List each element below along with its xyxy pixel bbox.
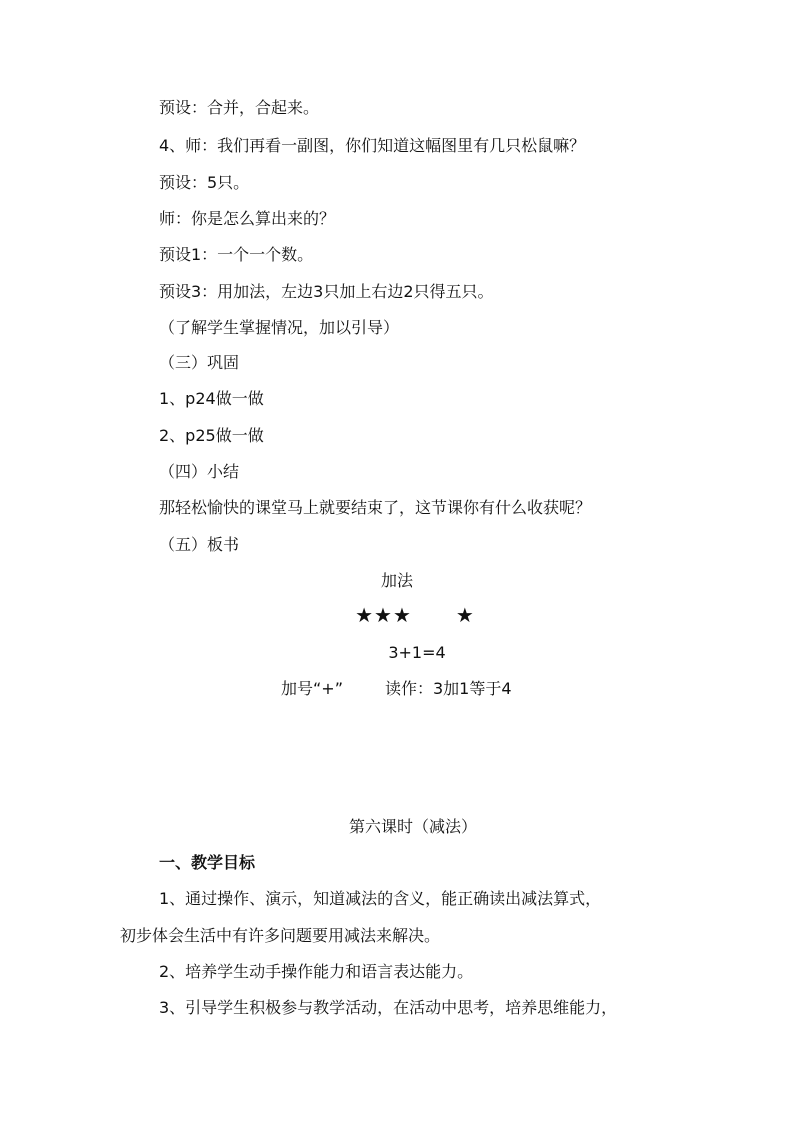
section-summary: （四）小结 xyxy=(159,462,240,481)
text-line-12: 那轻松愉快的课堂马上就要结束了，这节课你有什么收获呢？ xyxy=(159,498,592,517)
board-equation: 3+1=4 xyxy=(388,643,446,662)
text-line-4: 师：你是怎么算出来的？ xyxy=(159,209,336,228)
objective-2: 2、培养学生动手操作能力和语言表达能力。 xyxy=(159,962,474,981)
star-icon-group-left: ★★★ xyxy=(355,603,412,627)
text-line-2: 4、师：我们再看一副图，你们知道这幅图里有几只松鼠嘛？ xyxy=(159,136,586,155)
plus-sign-label: 加号“+” xyxy=(281,679,343,698)
objective-3: 3、引导学生积极参与教学活动，在活动中思考，培养思维能力， xyxy=(159,998,618,1017)
objectives-heading: 一、教学目标 xyxy=(159,853,256,872)
board-title: 加法 xyxy=(380,571,413,590)
board-stars xyxy=(18,605,794,625)
text-line-7: （了解学生掌握情况，加以引导） xyxy=(159,318,400,337)
board-reading xyxy=(281,679,512,699)
text-line-1: 预设：合并，合起来。 xyxy=(159,98,320,117)
text-line-9: 1、p24做一做 xyxy=(159,389,264,408)
read-as-label: 读作：3加1等于4 xyxy=(385,679,512,698)
text-line-3: 预设：5只。 xyxy=(159,173,250,192)
text-line-10: 2、p25做一做 xyxy=(159,426,264,445)
star-icon-group-right: ★ xyxy=(455,603,475,627)
lesson-title: 第六课时（减法） xyxy=(348,817,477,836)
text-line-6: 预设3：用加法，左边3只加上右边2只得五只。 xyxy=(159,282,494,301)
objective-1-line-1: 1、通过操作、演示，知道减法的含义，能正确读出减法算式， xyxy=(159,889,602,908)
text-line-5: 预设1：一个一个数。 xyxy=(159,245,314,264)
section-consolidate: （三）巩固 xyxy=(159,353,240,372)
objective-1-line-2: 初步体会生活中有许多问题要用减法来解决。 xyxy=(120,926,441,945)
section-board: （五）板书 xyxy=(159,535,240,554)
